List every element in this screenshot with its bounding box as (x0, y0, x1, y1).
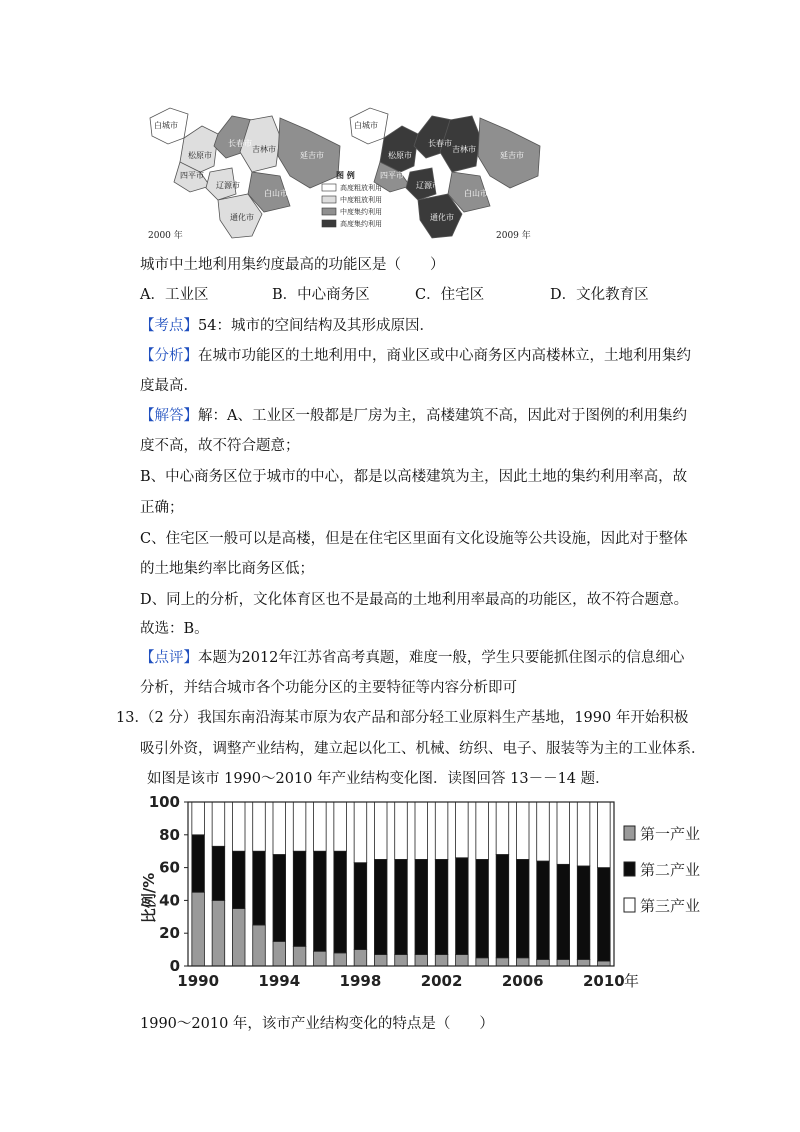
bar-2000-series-2 (395, 859, 408, 954)
legend-swatch-2 (322, 196, 336, 203)
bar-2006-series-1 (516, 958, 529, 966)
option-a: A．工业区 (140, 287, 209, 303)
bar-2009-series-3 (577, 802, 590, 866)
bar-2001-series-3 (415, 802, 428, 859)
bar-2004-series-2 (476, 859, 489, 957)
bar-1993-series-2 (253, 851, 266, 925)
fenxi-line-1 (140, 344, 691, 365)
bar-1996-series-2 (314, 851, 327, 951)
dianping-tag: 【点评】 (140, 650, 198, 666)
bar-2005-series-2 (496, 854, 509, 957)
legend-label-series-3: 第三产业 (640, 897, 701, 915)
kaodian-text: 54：城市的空间结构及其形成原因． (198, 318, 434, 334)
fenxi-line-2: 度最高． (140, 378, 198, 394)
legend-label: 高度集约利用 (340, 220, 382, 228)
bar-2008-series-1 (557, 959, 570, 966)
bar-2007-series-1 (537, 959, 550, 966)
bar-1991-series-3 (212, 802, 225, 846)
bar-1993-series-1 (253, 925, 266, 966)
option-c: C．住宅区 (415, 287, 485, 303)
map-label: 白城市 (354, 121, 378, 130)
jieda-line-5: C、住宅区一般可以是高楼，但是在住宅区里面有文化设施等公共设施，因此对于整体 (140, 531, 688, 547)
map-label: 四平市 (180, 171, 204, 180)
legend-label-series-1: 第一产业 (640, 825, 701, 843)
map-label: 松原市 (388, 151, 412, 160)
jieda-line-6: 的土地集约率比商务区低； (140, 561, 314, 577)
x-axis-label: 年 (624, 972, 640, 990)
bar-1998-series-1 (354, 950, 367, 966)
bar-2005-series-3 (496, 802, 509, 854)
y-tick-label: 80 (159, 825, 180, 844)
map-label: 四平市 (380, 171, 404, 180)
bar-2010-series-3 (598, 802, 611, 868)
jieda-text: 解：A、工业区一般都是厂房为主，高楼建筑不高，因此对于图例的利用集约 (198, 408, 687, 424)
bar-1996-series-1 (314, 951, 327, 966)
legend-swatch-series-2 (624, 862, 635, 876)
jieda-line-2: 度不高，故不符合题意； (140, 438, 300, 454)
bar-1995-series-1 (293, 946, 306, 966)
legend-swatch-series-3 (624, 898, 635, 912)
map-label: 延吉市 (300, 151, 324, 160)
jieda-line-3: B、中心商务区位于城市的中心，都是以高楼建筑为主，因此土地的集约利用率高，故 (140, 469, 688, 485)
bar-2007-series-2 (537, 861, 550, 959)
map-label: 延吉市 (500, 151, 524, 160)
bar-1996-series-3 (314, 802, 327, 851)
y-tick-label: 100 (148, 793, 180, 811)
x-tick-label: 1994 (258, 972, 301, 990)
map-label: 长春市 (228, 139, 252, 148)
x-tick-label: 1998 (339, 972, 382, 990)
map-label: 长春市 (428, 139, 452, 148)
dianping-line-1 (140, 646, 684, 667)
bar-1995-series-2 (293, 851, 306, 946)
chart-legend (624, 825, 700, 915)
bar-2004-series-3 (476, 802, 489, 859)
bar-2004-series-1 (476, 958, 489, 966)
map-year-label: 2000 年 (148, 231, 183, 241)
bar-2006-series-2 (516, 859, 529, 957)
kaodian-line (140, 314, 434, 335)
bar-2002-series-2 (435, 859, 448, 954)
bar-1998-series-2 (354, 863, 367, 950)
bar-2010-series-2 (598, 868, 611, 961)
bar-2003-series-1 (456, 955, 469, 966)
bar-2009-series-1 (577, 959, 590, 966)
map-label: 辽源市 (216, 181, 240, 190)
x-tick-label: 2010 (582, 972, 625, 990)
y-tick-label: 60 (159, 858, 180, 877)
bar-2006-series-3 (516, 802, 529, 859)
map-label: 吉林市 (452, 145, 476, 154)
map-label: 吉林市 (252, 145, 276, 154)
jieda-line-7: D、同上的分析，文化体育区也不是最高的土地利用率最高的功能区，故不符合题意。 (140, 592, 689, 608)
y-tick-label: 40 (159, 891, 180, 910)
bar-2002-series-3 (435, 802, 448, 859)
legend-label: 中度集约利用 (340, 208, 382, 216)
map-label: 松原市 (188, 151, 212, 160)
map-label: 白山市 (464, 189, 488, 198)
bar-2008-series-2 (557, 864, 570, 959)
dianping-text: 本题为2012年江苏省高考真题，难度一般，学生只要能抓住图示的信息细心 (198, 650, 685, 666)
legend-label: 高度粗放利用 (340, 184, 382, 192)
chart-bars (192, 802, 610, 966)
bar-1997-series-3 (334, 802, 347, 851)
jieda-line-4: 正确； (140, 500, 184, 516)
map-label: 辽源市 (416, 181, 440, 190)
bar-1999-series-2 (374, 859, 387, 954)
question-13-sub-question: 1990～2010 年，该市产业结构变化的特点是（ ） (140, 1016, 494, 1032)
bar-1992-series-1 (232, 909, 245, 966)
bar-1991-series-2 (212, 846, 225, 900)
land-use-maps-figure (140, 96, 550, 246)
bar-2000-series-1 (395, 955, 408, 966)
bar-1990-series-1 (192, 892, 205, 966)
bar-1998-series-3 (354, 802, 367, 863)
bar-1992-series-3 (232, 802, 245, 851)
question-13-line-2: 吸引外资，调整产业结构，建立起以化工、机械、纺织、电子、服装等为主的工业体系． (140, 741, 706, 757)
bar-2001-series-2 (415, 859, 428, 954)
fenxi-tag: 【分析】 (140, 348, 198, 364)
legend-swatch-3 (322, 208, 336, 215)
x-tick-label: 1990 (177, 972, 220, 990)
map-year-label: 2009 年 (496, 231, 531, 241)
bar-1999-series-1 (374, 955, 387, 966)
legend-label: 中度粗放利用 (340, 196, 382, 204)
y-axis-label: 比例/% (140, 872, 158, 924)
bar-2001-series-1 (415, 955, 428, 966)
bar-2008-series-3 (557, 802, 570, 864)
bar-1992-series-2 (232, 851, 245, 908)
bar-1994-series-1 (273, 941, 286, 966)
map-label: 白城市 (154, 121, 178, 130)
bar-2010-series-1 (598, 961, 611, 966)
bar-2009-series-2 (577, 866, 590, 959)
bar-1994-series-3 (273, 802, 286, 854)
option-d: D．文化教育区 (550, 287, 649, 303)
jieda-tag: 【解答】 (140, 408, 198, 424)
question-13-number: 13． (116, 710, 149, 726)
question-12-stem: 城市中土地利用集约度最高的功能区是（ ） (140, 257, 445, 273)
map-label: 白山市 (264, 189, 288, 198)
fenxi-text: 在城市功能区的土地利用中，商业区或中心商务区内高楼林立，土地利用集约 (198, 348, 691, 364)
map-label: 通化市 (230, 213, 254, 222)
bar-1990-series-2 (192, 835, 205, 892)
legend-swatch-4 (322, 220, 336, 227)
map-label: 通化市 (430, 213, 454, 222)
bar-2000-series-3 (395, 802, 408, 859)
dianping-line-2: 分析，并结合城市各个功能分区的主要特征等内容分析即可 (140, 680, 517, 696)
bar-1991-series-1 (212, 900, 225, 966)
bar-1995-series-3 (293, 802, 306, 851)
bar-1994-series-2 (273, 854, 286, 941)
bar-1993-series-3 (253, 802, 266, 851)
bar-2005-series-1 (496, 958, 509, 966)
bar-1997-series-1 (334, 953, 347, 966)
bar-2003-series-2 (456, 858, 469, 955)
jieda-line-8: 故选：B。 (140, 621, 209, 637)
question-13-line-1: （2 分）我国东南沿海某市原为农产品和部分轻工业原料生产基地，1990 年开始积极 (140, 710, 689, 726)
legend-swatch-series-1 (624, 826, 635, 840)
question-13-line-3: 如图是该市 1990～2010 年产业结构变化图．读图回答 13－－14 题． (147, 771, 610, 787)
jieda-line-1 (140, 404, 687, 425)
legend-swatch-1 (322, 184, 336, 191)
y-tick-label: 0 (169, 957, 180, 975)
industry-structure-chart (130, 790, 701, 1002)
bar-1999-series-3 (374, 802, 387, 859)
bar-2007-series-3 (537, 802, 550, 861)
x-tick-label: 2002 (420, 972, 463, 990)
bar-1997-series-2 (334, 851, 347, 953)
x-tick-label: 2006 (501, 972, 544, 990)
kaodian-tag: 【考点】 (140, 318, 198, 334)
bar-1990-series-3 (192, 802, 205, 835)
y-tick-label: 20 (159, 924, 180, 943)
legend-label-series-2: 第二产业 (640, 861, 701, 879)
map-2000 (148, 108, 340, 241)
bar-2002-series-1 (435, 955, 448, 966)
option-b: B．中心商务区 (272, 287, 370, 303)
map-legend-title: 图 例 (336, 171, 355, 180)
bar-2003-series-3 (456, 802, 469, 858)
